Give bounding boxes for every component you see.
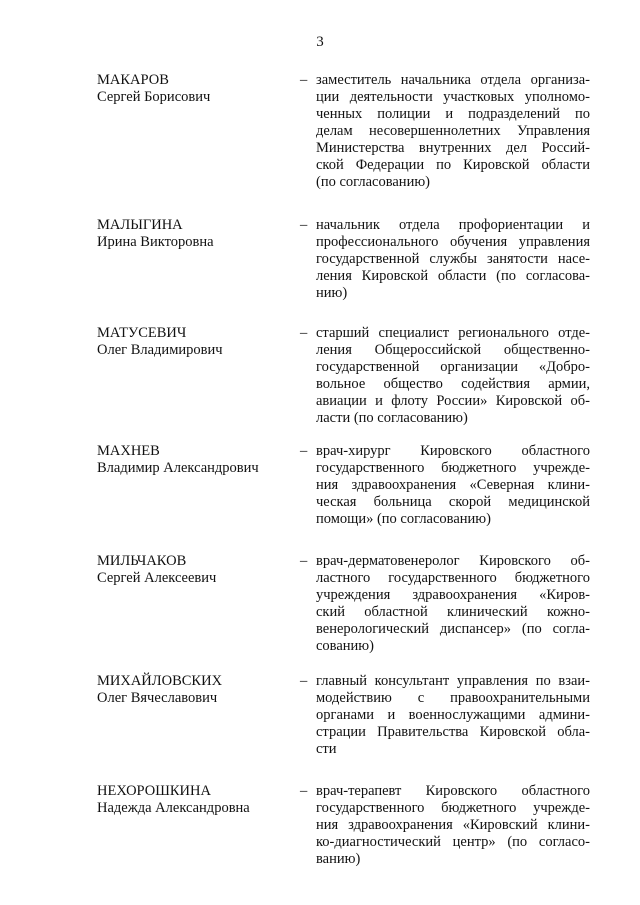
- position-text-line: государственного бюджетного учрежде-: [316, 800, 590, 816]
- position-text-line: государственной службы занятости насе-: [316, 251, 590, 267]
- member-position: [316, 553, 590, 655]
- member-position: [316, 325, 590, 427]
- member-given-names: Олег Владимирович: [97, 342, 223, 358]
- position-text-line: ко-диагностический центр» (по согласо-: [316, 834, 590, 850]
- separator-dash: –: [300, 783, 308, 799]
- member-given-names: Сергей Борисович: [97, 89, 211, 105]
- position-text-line: ния здравоохранения «Северная клини-: [316, 477, 590, 493]
- position-text-line: ченных полиции и подразделений по: [316, 106, 590, 122]
- position-text-line: ской Федерации по Кировской области: [316, 157, 590, 173]
- member-name: [97, 673, 287, 707]
- position-text-line: сованию): [316, 638, 374, 654]
- position-text-line: органами и военнослужащими админи-: [316, 707, 590, 723]
- position-text-line: вольное общество содействия армии,: [316, 376, 590, 392]
- position-text-line: ческая больница скорой медицинской: [316, 494, 590, 510]
- position-text-line: ления Общероссийской общественно-: [316, 342, 590, 358]
- separator-dash: –: [300, 325, 308, 341]
- member-given-names: Ирина Викторовна: [97, 234, 214, 250]
- position-text-line: ции деятельности участковых уполномо-: [316, 89, 590, 105]
- position-text-line: ления Кировской области (по согласова-: [316, 268, 590, 284]
- position-text-line: страции Правительства Кировской обла-: [316, 724, 590, 740]
- member-surname: МАКАРОВ: [97, 72, 169, 88]
- page-number: 3: [316, 34, 324, 50]
- member-surname: МАЛЫГИНА: [97, 217, 183, 233]
- member-given-names: Владимир Александрович: [97, 460, 259, 476]
- separator-dash: –: [300, 673, 308, 689]
- member-name: [97, 783, 287, 817]
- position-text-line: врач-хирург Кировского областного: [316, 443, 590, 459]
- separator-dash: –: [300, 443, 308, 459]
- position-text-line: заместитель начальника отдела организа-: [316, 72, 590, 88]
- member-position: [316, 783, 590, 868]
- position-text-line: ванию): [316, 851, 361, 867]
- separator-dash: –: [300, 217, 308, 233]
- position-text-line: начальник отдела профориентации и: [316, 217, 590, 233]
- member-position: [316, 217, 590, 302]
- position-text-line: ласти (по согласованию): [316, 410, 468, 426]
- position-text-line: нию): [316, 285, 348, 301]
- position-text-line: учреждения здравоохранения «Киров-: [316, 587, 590, 603]
- position-text-line: делам несовершеннолетних Управления: [316, 123, 590, 139]
- position-text-line: врач-терапевт Кировского областного: [316, 783, 590, 799]
- member-position: [316, 673, 590, 758]
- member-surname: МИХАЙЛОВСКИХ: [97, 673, 223, 689]
- member-name: [97, 72, 287, 106]
- position-text-line: ния здравоохранения «Кировский клини-: [316, 817, 590, 833]
- member-surname: НЕХОРОШКИНА: [97, 783, 211, 799]
- member-given-names: Олег Вячеславович: [97, 690, 218, 706]
- separator-dash: –: [300, 553, 308, 569]
- member-surname: МАТУСЕВИЧ: [97, 325, 187, 341]
- position-text-line: старший специалист регионального отде-: [316, 325, 590, 341]
- member-name: [97, 553, 287, 587]
- member-name: [97, 325, 287, 359]
- member-name: [97, 443, 287, 477]
- position-text-line: государственной организации «Добро-: [316, 359, 590, 375]
- member-surname: МИЛЬЧАКОВ: [97, 553, 187, 569]
- member-name: [97, 217, 287, 251]
- separator-dash: –: [300, 72, 308, 88]
- position-text-line: модействию с правоохранительными: [316, 690, 590, 706]
- position-text-line: государственного бюджетного учрежде-: [316, 460, 590, 476]
- position-text-line: (по согласованию): [316, 174, 430, 190]
- position-text-line: врач-дерматовенеролог Кировского об-: [316, 553, 590, 569]
- position-text-line: сти: [316, 741, 337, 757]
- member-surname: МАХНЕВ: [97, 443, 160, 459]
- member-given-names: Надежда Александровна: [97, 800, 250, 816]
- member-position: [316, 72, 590, 191]
- position-text-line: помощи» (по согласованию): [316, 511, 491, 527]
- member-given-names: Сергей Алексеевич: [97, 570, 217, 586]
- position-text-line: венерологический диспансер» (по согла-: [316, 621, 590, 637]
- position-text-line: Министерства внутренних дел Россий-: [316, 140, 590, 156]
- position-text-line: ский областной клинический кожно-: [316, 604, 590, 620]
- member-position: [316, 443, 590, 528]
- position-text-line: авиации и флоту России» Кировской об-: [316, 393, 590, 409]
- position-text-line: главный консультант управления по взаи-: [316, 673, 590, 689]
- position-text-line: ластного государственного бюджетного: [316, 570, 590, 586]
- position-text-line: профессионального обучения управления: [316, 234, 590, 250]
